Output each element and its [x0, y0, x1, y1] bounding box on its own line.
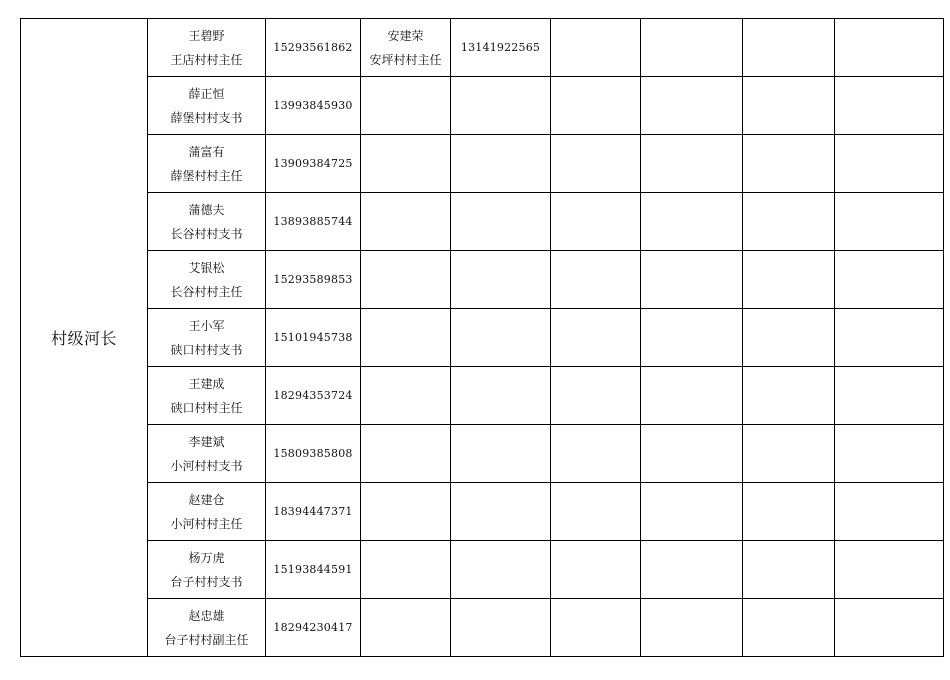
- empty-cell: [835, 483, 944, 541]
- person2-cell: [361, 483, 451, 541]
- phone2-cell: [451, 309, 551, 367]
- phone-cell: 15293589853: [266, 251, 361, 309]
- person-name: 艾银松: [188, 260, 225, 275]
- person-title: 王店村村主任: [170, 52, 243, 67]
- phone2-cell: [451, 599, 551, 657]
- person-title: 薛堡村村支书: [170, 110, 243, 125]
- phone2-cell: [451, 193, 551, 251]
- person-name: 赵建仓: [188, 492, 225, 507]
- empty-cell: [743, 599, 835, 657]
- person2-cell: [361, 77, 451, 135]
- table-row: [21, 135, 944, 193]
- empty-cell: [641, 367, 743, 425]
- person-cell: [148, 135, 266, 193]
- phone2-cell: [451, 135, 551, 193]
- table-row: [21, 599, 944, 657]
- phone-cell: 18294230417: [266, 599, 361, 657]
- empty-cell: [743, 425, 835, 483]
- empty-cell: [743, 135, 835, 193]
- empty-cell: [551, 483, 641, 541]
- empty-cell: [551, 77, 641, 135]
- empty-cell: [835, 77, 944, 135]
- empty-cell: [641, 251, 743, 309]
- empty-cell: [551, 367, 641, 425]
- person2-cell: [361, 251, 451, 309]
- empty-cell: [835, 135, 944, 193]
- table-row: [21, 19, 944, 77]
- phone-cell: 15293561862: [266, 19, 361, 77]
- empty-cell: [641, 19, 743, 77]
- phone-cell: 15809385808: [266, 425, 361, 483]
- person-name: 杨万虎: [188, 550, 225, 565]
- empty-cell: [743, 19, 835, 77]
- empty-cell: [641, 541, 743, 599]
- phone-cell: 18294353724: [266, 367, 361, 425]
- person2-cell: [361, 425, 451, 483]
- table-body: [21, 19, 944, 657]
- person-cell: [148, 193, 266, 251]
- person-name: 蒲富有: [188, 144, 225, 159]
- phone2-cell: [451, 483, 551, 541]
- table-row: [21, 541, 944, 599]
- village-river-chief-table: [20, 18, 944, 657]
- empty-cell: [551, 251, 641, 309]
- role-label-cell: 村级河长: [21, 19, 148, 657]
- phone2-cell: [451, 541, 551, 599]
- empty-cell: [551, 193, 641, 251]
- empty-cell: [551, 135, 641, 193]
- empty-cell: [835, 367, 944, 425]
- person2-cell: [361, 367, 451, 425]
- person2-title: 安坪村村主任: [369, 52, 442, 67]
- person-title: 薛堡村村主任: [170, 168, 243, 183]
- person-cell: [148, 541, 266, 599]
- person-title: 长谷村村支书: [170, 226, 243, 241]
- person2-cell: [361, 599, 451, 657]
- phone-cell: 13893885744: [266, 193, 361, 251]
- person-title: 硖口村村主任: [170, 400, 243, 415]
- empty-cell: [641, 135, 743, 193]
- phone2-cell: [451, 77, 551, 135]
- empty-cell: [835, 251, 944, 309]
- table-row: [21, 309, 944, 367]
- person2-cell: [361, 309, 451, 367]
- empty-cell: [835, 193, 944, 251]
- person-title: 小河村村支书: [170, 458, 243, 473]
- phone-cell: 18394447371: [266, 483, 361, 541]
- empty-cell: [743, 483, 835, 541]
- empty-cell: [551, 425, 641, 483]
- phone2-cell: [451, 251, 551, 309]
- person-name: 蒲德夫: [188, 202, 225, 217]
- empty-cell: [641, 599, 743, 657]
- person2-cell: [361, 19, 451, 77]
- empty-cell: [641, 483, 743, 541]
- person-title: 硖口村村支书: [170, 342, 243, 357]
- person-name: 王小军: [188, 318, 225, 333]
- person2-name: 安建荣: [387, 28, 424, 43]
- person-cell: [148, 309, 266, 367]
- empty-cell: [641, 425, 743, 483]
- empty-cell: [641, 309, 743, 367]
- person-cell: [148, 599, 266, 657]
- empty-cell: [835, 425, 944, 483]
- table-row: [21, 425, 944, 483]
- empty-cell: [743, 193, 835, 251]
- empty-cell: [641, 77, 743, 135]
- empty-cell: [551, 541, 641, 599]
- person-title: 小河村村主任: [170, 516, 243, 531]
- person-cell: [148, 19, 266, 77]
- table-row: [21, 193, 944, 251]
- person-name: 李建斌: [188, 434, 225, 449]
- phone-cell: 13993845930: [266, 77, 361, 135]
- person-title: 台子村村副主任: [164, 632, 249, 647]
- person2-cell: [361, 193, 451, 251]
- empty-cell: [551, 309, 641, 367]
- person-name: 薛正恒: [188, 86, 225, 101]
- person-cell: [148, 251, 266, 309]
- person-title: 台子村村支书: [170, 574, 243, 589]
- table-row: [21, 367, 944, 425]
- empty-cell: [743, 367, 835, 425]
- person-name: 王碧野: [188, 28, 225, 43]
- empty-cell: [551, 599, 641, 657]
- person2-cell: [361, 135, 451, 193]
- person-name: 赵忠雄: [188, 608, 225, 623]
- empty-cell: [551, 19, 641, 77]
- person-cell: [148, 77, 266, 135]
- empty-cell: [743, 77, 835, 135]
- table-row: [21, 483, 944, 541]
- table-row: [21, 251, 944, 309]
- person-name: 王建成: [188, 376, 225, 391]
- phone-cell: 13909384725: [266, 135, 361, 193]
- person2-cell: [361, 541, 451, 599]
- table-row: [21, 77, 944, 135]
- phone2-cell: [451, 367, 551, 425]
- empty-cell: [743, 541, 835, 599]
- empty-cell: [835, 541, 944, 599]
- empty-cell: [835, 599, 944, 657]
- empty-cell: [743, 251, 835, 309]
- empty-cell: [835, 309, 944, 367]
- person-cell: [148, 425, 266, 483]
- phone2-cell: [451, 425, 551, 483]
- empty-cell: [641, 193, 743, 251]
- person-cell: [148, 483, 266, 541]
- empty-cell: [835, 19, 944, 77]
- phone2-cell: 13141922565: [451, 19, 551, 77]
- phone-cell: 15101945738: [266, 309, 361, 367]
- empty-cell: [743, 309, 835, 367]
- person-title: 长谷村村主任: [170, 284, 243, 299]
- person-cell: [148, 367, 266, 425]
- phone-cell: 15193844591: [266, 541, 361, 599]
